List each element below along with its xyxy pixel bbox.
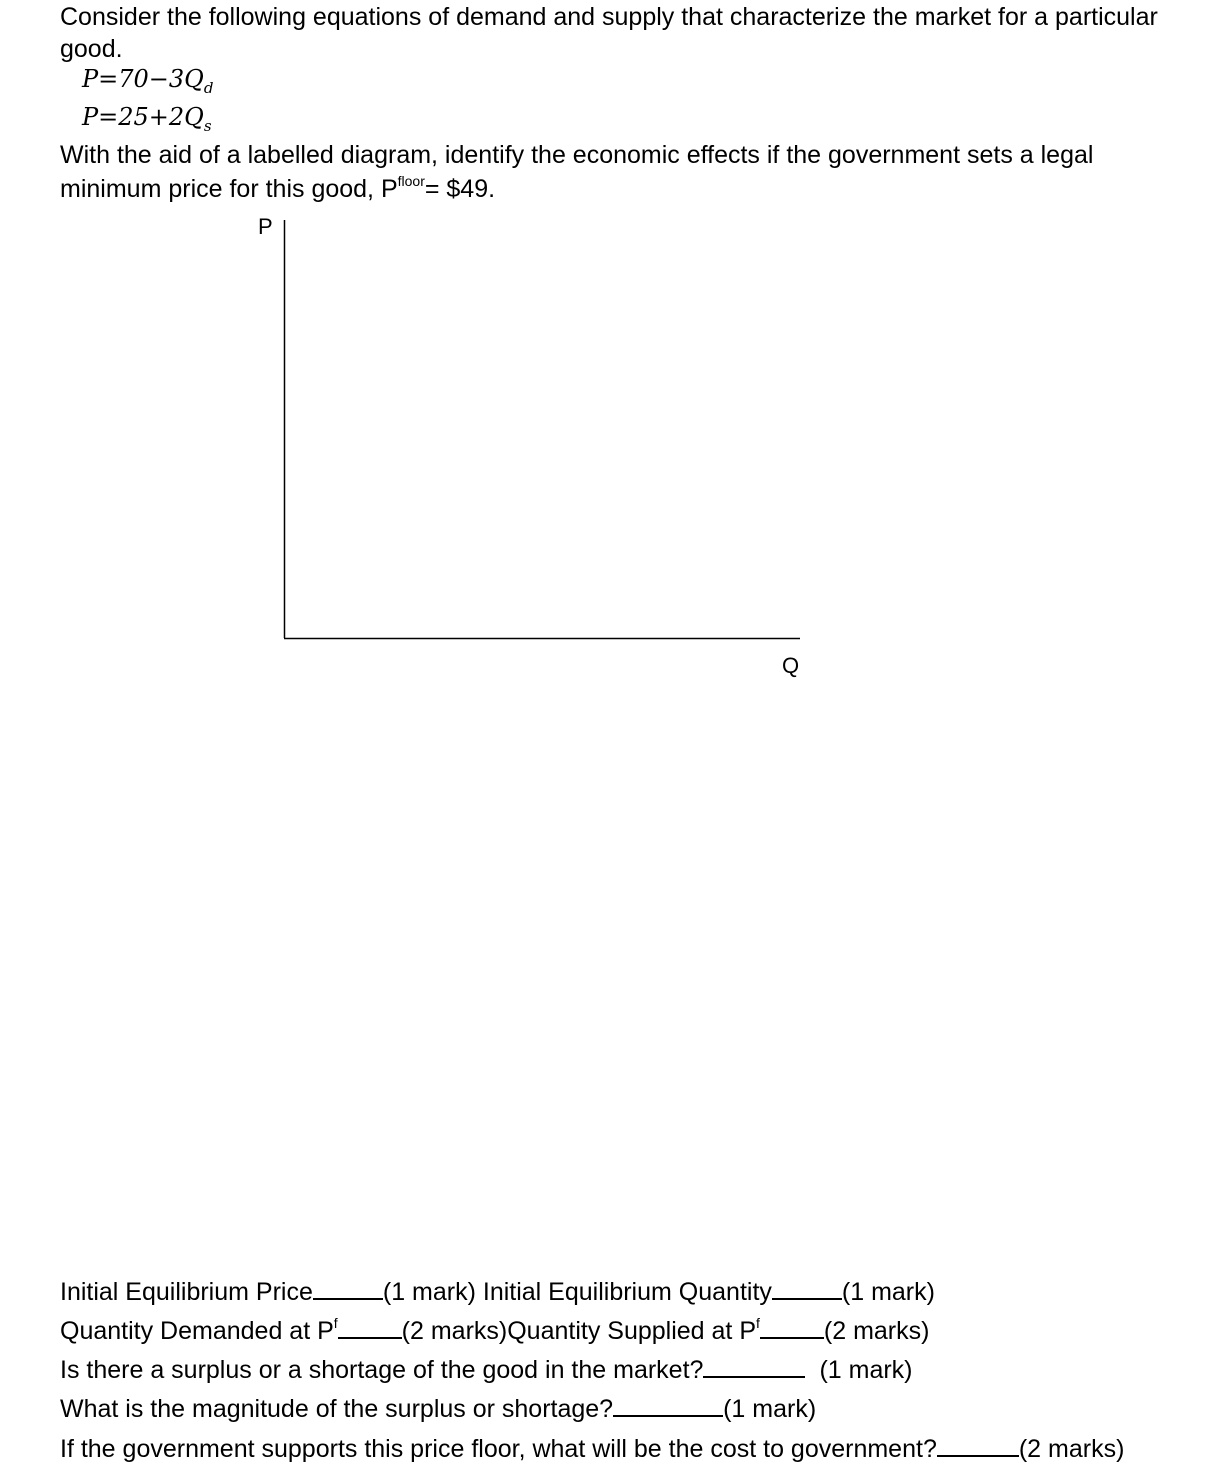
answer-row-3 [60, 1353, 913, 1387]
demand-equation-subscript: d [203, 79, 214, 97]
answer-row-4 [60, 1392, 816, 1426]
quantity-supplied-mark: (2 marks) [823, 1317, 930, 1345]
price-axis-label: P [258, 214, 273, 239]
question-line-2-text: minimum price for this good, P [60, 175, 398, 203]
question-line-1: With the aid of a labelled diagram, identify the economic effects if the government sets a legal [60, 141, 1094, 169]
supply-equation-main: P=25+2Q [82, 103, 204, 131]
surplus-shortage-mark: (1 mark) [819, 1356, 913, 1384]
demand-equation-main: P=70−3Q [82, 65, 204, 93]
quantity-supplied-label: (2 marks)Quantity Supplied at P [401, 1317, 756, 1345]
surplus-shortage-blank[interactable] [703, 1354, 805, 1378]
magnitude-question: What is the magnitude of the surplus or shortage? [60, 1395, 614, 1423]
answer-row-5 [60, 1432, 1124, 1466]
answer-row-2 [60, 1314, 929, 1348]
quantity-supplied-blank[interactable] [760, 1315, 824, 1339]
quantity-demanded-blank[interactable] [338, 1315, 402, 1339]
surplus-shortage-question: Is there a surplus or a shortage of the good in the market? [60, 1356, 704, 1384]
government-cost-question: If the government supports this price floor, what will be the cost to government? [60, 1435, 937, 1463]
magnitude-blank[interactable] [613, 1393, 723, 1417]
quantity-axis-label: Q [782, 653, 800, 678]
question-line-2-price: = $49. [424, 175, 496, 203]
intro-line-1: Consider the following equations of demand and supply that characterize the market for a particular [60, 3, 1158, 31]
quantity-supplied-superscript: f [756, 1315, 760, 1331]
initial-equilibrium-price-blank[interactable] [313, 1276, 383, 1300]
initial-equilibrium-quantity-mark: (1 mark) [841, 1278, 935, 1306]
quantity-demanded-superscript: f [333, 1315, 338, 1331]
magnitude-mark: (1 mark) [723, 1395, 817, 1423]
floor-superscript: floor [397, 173, 425, 189]
initial-equilibrium-price-label: Initial Equilibrium Price [60, 1278, 313, 1306]
quantity-demanded-label: Quantity Demanded at P [60, 1317, 334, 1345]
initial-equilibrium-price-mark: (1 mark) Initial Equilibrium Quantity [382, 1278, 772, 1306]
intro-line-2: good. [60, 35, 123, 63]
supply-equation-subscript: s [203, 117, 212, 135]
initial-equilibrium-quantity-blank[interactable] [772, 1276, 842, 1300]
government-cost-mark: (2 marks) [1018, 1435, 1125, 1463]
answer-row-1 [60, 1275, 935, 1309]
government-cost-blank[interactable] [937, 1433, 1019, 1457]
